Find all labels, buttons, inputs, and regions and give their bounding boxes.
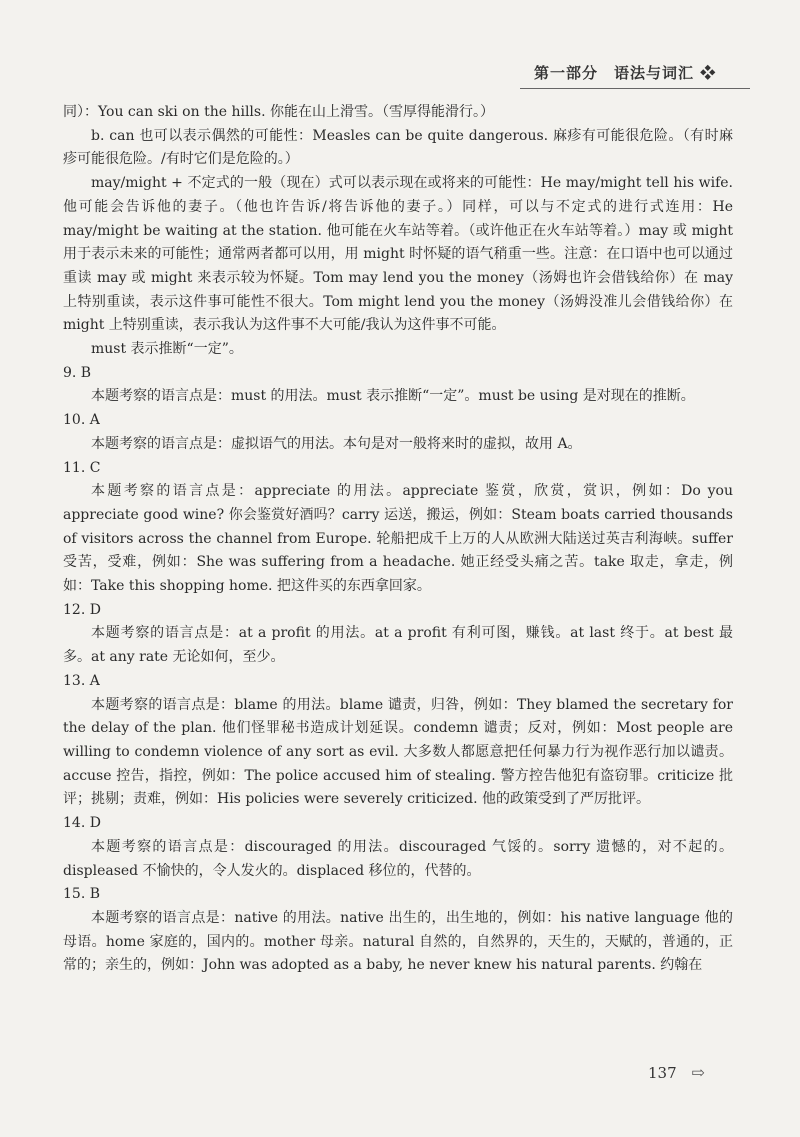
- answer-number-12: 12. D: [63, 601, 101, 618]
- answer-number-9: 9. B: [63, 364, 92, 381]
- page-body: [63, 101, 733, 978]
- page-footer: [648, 1063, 705, 1082]
- answer-explanation-11: 本题考察的语言点是：appreciate 的用法。appreciate 鉴赏，欣赏，赏识，例如：Do you appreciate good wine? 你会鉴赏好酒吗？carry 运送，搬运，例如：Steam boats carried thousands of visitors across the channel from Europe. 轮船把成千上万的人从欧洲大陆送过英吉利海峡。suffer 受苦，受难，例如：She was suffering from a headache. 她正经受头痛之苦。take 取走，拿走，例如：Take this shopping home. 把这件买的东西拿回家。: [63, 483, 733, 595]
- answer-explanation-9: 本题考察的语言点是：must 的用法。must 表示推断“一定”。must be using 是对现在的推断。: [91, 388, 695, 405]
- answer-number-10: 10. A: [63, 412, 100, 429]
- header-title: 第一部分 语法与词汇: [534, 64, 695, 82]
- answer-explanation-12: 本题考察的语言点是：at a profit 的用法。at a profit 有利可图，赚钱。at last 终于。at best 最多。at any rate 无论如何，至少。: [63, 625, 733, 666]
- answer-number-11: 11. C: [63, 459, 101, 476]
- answer-explanation-14: 本题考察的语言点是：discouraged 的用法。discouraged 气馁的。sorry 遗憾的，对不起的。displeased 不愉快的，令人发火的。displaced 移位的，代替的。: [63, 838, 733, 879]
- paragraph-may-might: may/might + 不定式的一般（现在）式可以表示现在或将来的可能性：He may/might tell his wife. 他可能会告诉他的妻子。（他也许告诉/将告诉他的妻子。）同样，可以与不定式的进行式连用：He may/might be waiting at the station. 他可能在火车站等着。（或许他正在火车站等着。）may 或 might 用于表示未来的可能性；通常两者都可以用，用 might 时怀疑的语气稍重一些。注意：在口语中也可以通过重读 may 或 might 来表示较为怀疑。Tom may lend you the money（汤姆也许会借钱给你）在 may 上特别重读，表示这件事可能性不很大。Tom might lend you the money（汤姆没准儿会借钱给你）在 might 上特别重读，表示我认为这件事不大可能/我认为这件事不可能。: [63, 175, 733, 334]
- header-divider: [520, 88, 750, 89]
- next-page-arrow-icon: ⇨: [691, 1063, 705, 1082]
- answer-number-13: 13. A: [63, 672, 100, 689]
- answer-number-14: 14. D: [63, 815, 101, 832]
- paragraph-must: must 表示推断“一定”。: [91, 341, 243, 358]
- running-header: [534, 62, 716, 83]
- paragraph-can-possibility: b. can 也可以表示偶然的可能性：Measles can be quite dangerous. 麻疹有可能很危险。（有时麻疹可能很危险。/有时它们是危险的。）: [63, 127, 733, 168]
- answer-explanation-10: 本题考察的语言点是：虚拟语气的用法。本句是对一般将来时的虚拟，故用 A。: [91, 435, 582, 452]
- page-number: 137: [648, 1064, 677, 1082]
- answer-number-15: 15. B: [63, 886, 101, 903]
- paragraph-continuation: 同）：You can ski on the hills. 你能在山上滑雪。（雪厚得能滑行。）: [63, 104, 494, 120]
- header-ornament-icon: ❖: [700, 64, 717, 82]
- answer-explanation-13: 本题考察的语言点是：blame 的用法。blame 谴责，归咎，例如：They blamed the secretary for the delay of the plan. 他们怪罪秘书造成计划延误。condemn 谴责；反对，例如：Most people are willing to condemn violence of any sort as evil. 大多数人都愿意把任何暴力行为视作恶行加以谴责。accuse 控告，指控，例如：The police accused him of stealing. 警方控告他犯有盗窃罪。criticize 批评；挑剔；责难，例如：His policies were severely criticized. 他的政策受到了严厉批评。: [63, 696, 733, 808]
- answer-explanation-15: 本题考察的语言点是：native 的用法。native 出生的，出生地的，例如：his native language 他的母语。home 家庭的，国内的。mother 母亲。natural 自然的，自然界的，天生的，天赋的，普通的，正常的；亲生的，例如：John was adopted as a baby, he never knew his natural parents. 约翰在: [63, 909, 733, 974]
